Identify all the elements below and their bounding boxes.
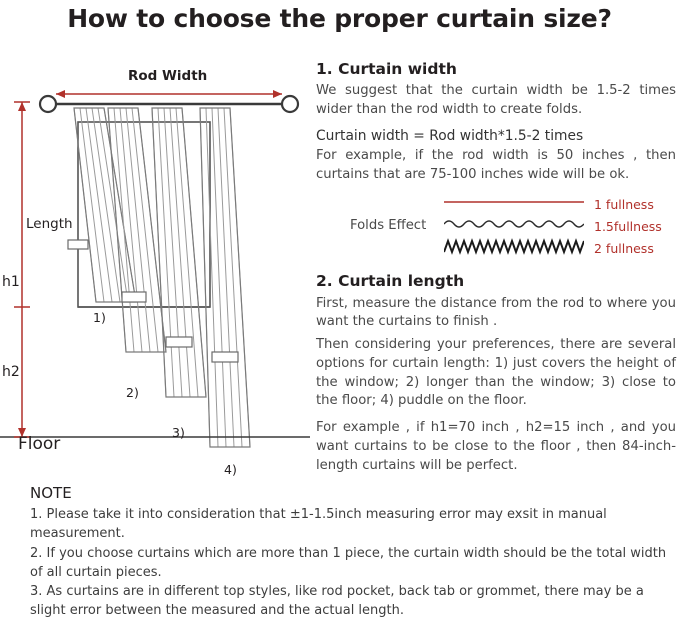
- note-block: [30, 484, 670, 622]
- length-label: Length: [26, 216, 73, 232]
- folds-row-3: [444, 238, 676, 260]
- floor-label: Floor: [18, 434, 61, 454]
- section-2-heading: 2. Curtain length: [316, 272, 465, 291]
- callout-2: 2): [126, 385, 139, 400]
- wavy-line-icon: [444, 216, 584, 232]
- curtain-panel-4: [200, 108, 250, 447]
- curtain-diagram: [0, 52, 310, 477]
- callout-3: 3): [172, 425, 185, 440]
- folds-row-1: [444, 194, 676, 216]
- folds-caption-2: 1.5fullness: [594, 219, 662, 235]
- rod-width-label: Rod Width: [128, 68, 208, 84]
- section-2-paragraph-2: Then considering your preferences, there are several options for curtain length: 1) just covers the height of the window; 2) longer than the window; 3) close to the floor; 4) puddle on the floor.: [316, 337, 676, 409]
- folds-effect-label: Folds Effect: [350, 218, 427, 234]
- callout-1: 1): [93, 310, 106, 325]
- folds-row-2: [444, 216, 676, 238]
- note-item-2: 2. If you choose curtains which are more than 1 piece, the curtain width should be the total width of all curtain pieces.: [30, 545, 667, 580]
- folds-caption-3: 2 fullness: [594, 241, 654, 257]
- section-1-paragraph-1: We suggest that the curtain width be 1.5-2 times wider than the rod width to create folds.: [316, 83, 676, 118]
- note-item-3: 3. As curtains are in different top styles, like rod pocket, back tab or grommet, there may be a slight error between the measured and the actual length.: [30, 584, 644, 619]
- folds-effect-diagram: [316, 194, 676, 260]
- length-dimension: [14, 102, 30, 437]
- note-title: NOTE: [30, 484, 72, 502]
- rod-width-dimension: [56, 90, 282, 98]
- zigzag-line-icon: [444, 238, 584, 256]
- curtain-panel-3: [152, 108, 206, 397]
- section-2-paragraph-1: First, measure the distance from the rod to where you want the curtains to finish .: [316, 295, 676, 330]
- curtain-width-formula: Curtain width = Rod width*1.5-2 times: [316, 127, 584, 144]
- h1-label: h1: [2, 274, 20, 290]
- section-2-paragraph-3: For example , if h1=70 inch , h2=15 inch , and you want curtains to be close to the floor , then 84-inch-length curtains will be perfect.: [316, 420, 676, 473]
- instructions-column: [316, 60, 676, 483]
- callout-4: 4): [224, 462, 237, 477]
- curtain-panel-2: [108, 108, 166, 352]
- h2-label: h2: [2, 364, 20, 380]
- folds-caption-1: 1 fullness: [594, 197, 654, 213]
- page-title: How to choose the proper curtain size?: [67, 4, 612, 33]
- curtain-diagram-svg: [0, 52, 310, 472]
- curtain-rod: [40, 96, 298, 112]
- section-1-paragraph-2: For example, if the rod width is 50 inches , then curtains that are 75-100 inches wide will be ok.: [316, 147, 676, 182]
- straight-line-icon: [444, 194, 584, 210]
- section-1-heading: 1. Curtain width: [316, 60, 457, 78]
- note-item-1: 1. Please take it into consideration that ±1-1.5inch measuring error may exsit in manual measurement.: [30, 507, 607, 541]
